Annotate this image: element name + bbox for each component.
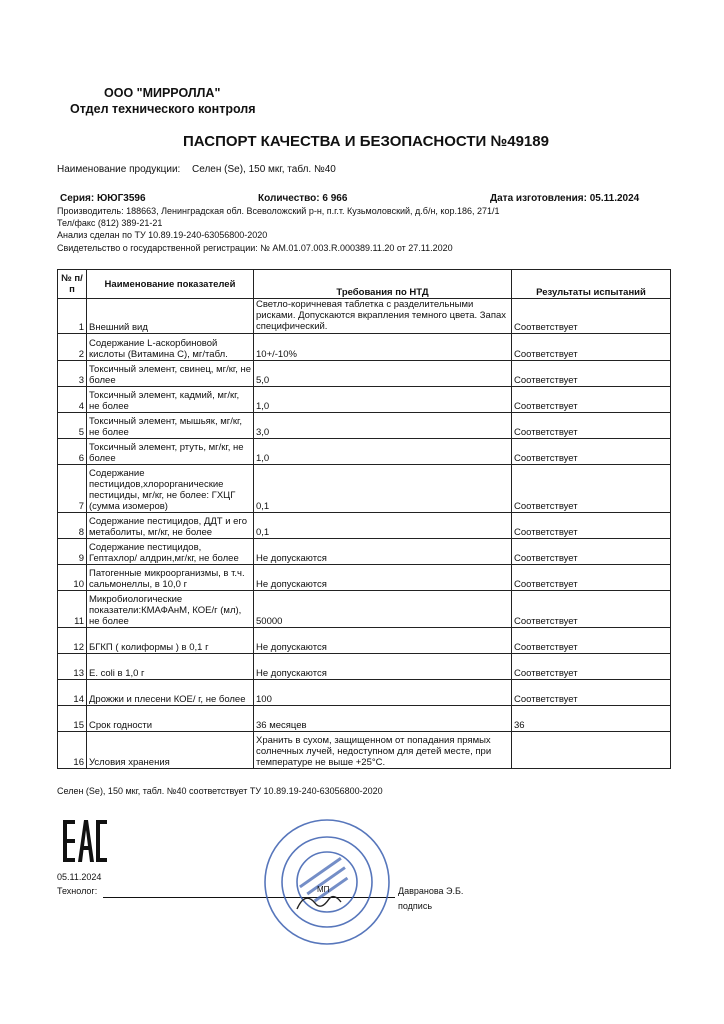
table-row (58, 565, 671, 591)
row-number: 12 (58, 628, 87, 654)
row-number: 2 (58, 334, 87, 361)
table-row (58, 654, 671, 680)
row-result (512, 732, 671, 769)
row-indicator: Срок годности (87, 706, 254, 732)
row-indicator: Патогенные микроорганизмы, в т.ч. сальмонеллы, в 10,0 г (87, 565, 254, 591)
row-result: Соответствует (512, 413, 671, 439)
table-row (58, 591, 671, 628)
row-indicator: Токсичный элемент, ртуть, мг/кг, не более (87, 439, 254, 465)
producer-line: Производитель: 188663, Ленинградская обл. Всеволожский р-н, п.г.т. Кузьмоловский, д.б/н, кор.186, 271/1 (57, 206, 500, 216)
header-num: № п/п (58, 270, 87, 299)
row-number: 14 (58, 680, 87, 706)
row-indicator: Содержание пестицидов, ДДТ и его метаболиты, мг/кг, не более (87, 513, 254, 539)
eac-mark (62, 818, 108, 864)
table-row (58, 361, 671, 387)
table-row (58, 706, 671, 732)
row-number: 16 (58, 732, 87, 769)
document-title: ПАСПОРТ КАЧЕСТВА И БЕЗОПАСНОСТИ №49189 (183, 133, 549, 150)
row-indicator: Дрожжи и плесени КОЕ/ г, не более (87, 680, 254, 706)
table-row (58, 413, 671, 439)
row-result: 36 (512, 706, 671, 732)
series-field: Серия: ЮЮГ3596 (60, 193, 146, 204)
certificate-line: Свидетельство о государственной регистрации: № AM.01.07.003.R.000389.11.20 от 27.11.2020 (57, 243, 453, 253)
table-row (58, 680, 671, 706)
row-result: Соответствует (512, 654, 671, 680)
row-result: Соответствует (512, 361, 671, 387)
row-indicator: Содержание пестицидов, Гептахлор/ алдрин,мг/кг, не более (87, 539, 254, 565)
header-requirements: Требования по НТД (254, 270, 512, 299)
company-stamp (262, 817, 392, 947)
row-indicator: БГКП ( колиформы ) в 0,1 г (87, 628, 254, 654)
row-result: Соответствует (512, 439, 671, 465)
row-requirement: 0,1 (254, 513, 512, 539)
phone-line: Тел/факс (812) 389-21-21 (57, 218, 163, 228)
row-requirement: 0,1 (254, 465, 512, 513)
row-indicator: Токсичный элемент, мышьяк, мг/кг, не более (87, 413, 254, 439)
row-indicator: Токсичный элемент, кадмий, мг/кг, не более (87, 387, 254, 413)
row-number: 3 (58, 361, 87, 387)
row-result: Соответствует (512, 591, 671, 628)
row-indicator: Содержание L-аскорбиновой кислоты (Витамина С), мг/табл. (87, 334, 254, 361)
row-number: 1 (58, 299, 87, 334)
product-label: Наименование продукции: (57, 164, 181, 175)
row-result: Соответствует (512, 539, 671, 565)
row-indicator: E. coli в 1,0 г (87, 654, 254, 680)
row-result: Соответствует (512, 565, 671, 591)
row-result: Соответствует (512, 387, 671, 413)
row-indicator: Содержание пестицидов,хлорорганические пестициды, мг/кг, не более: ГХЦГ (сумма изомеров) (87, 465, 254, 513)
row-number: 6 (58, 439, 87, 465)
row-requirement: Не допускаются (254, 628, 512, 654)
row-requirement: 50000 (254, 591, 512, 628)
signature-caption: подпись (398, 901, 433, 911)
row-requirement: Светло-коричневая таблетка с разделительными рисками. Допускаются вкрапления темного цвета. Запах специфический. (254, 299, 512, 334)
table-row (58, 732, 671, 769)
row-indicator: Условия хранения (87, 732, 254, 769)
row-number: 7 (58, 465, 87, 513)
signature-date: 05.11.2024 (57, 872, 102, 882)
row-result: Соответствует (512, 680, 671, 706)
row-number: 4 (58, 387, 87, 413)
row-requirement: 10+/-10% (254, 334, 512, 361)
row-number: 10 (58, 565, 87, 591)
row-requirement: Не допускаются (254, 654, 512, 680)
row-requirement: Не допускаются (254, 539, 512, 565)
row-requirement: 5,0 (254, 361, 512, 387)
row-number: 13 (58, 654, 87, 680)
row-number: 5 (58, 413, 87, 439)
analysis-line: Анализ сделан по ТУ 10.89.19-240-63056800-2020 (57, 230, 268, 240)
row-result: Соответствует (512, 628, 671, 654)
table-row (58, 628, 671, 654)
table-row (58, 465, 671, 513)
quality-table (57, 269, 671, 769)
row-indicator: Токсичный элемент, свинец, мг/кг, не более (87, 361, 254, 387)
header-name: Наименование показателей (87, 270, 254, 299)
department-name: Отдел технического контроля (70, 102, 256, 116)
signer-name: Давранова Э.Б. (398, 886, 464, 896)
stamp-mp-label: МП (317, 885, 330, 894)
row-indicator: Внешний вид (87, 299, 254, 334)
row-requirement: 36 месяцев (254, 706, 512, 732)
table-row (58, 334, 671, 361)
row-number: 9 (58, 539, 87, 565)
row-result: Соответствует (512, 513, 671, 539)
manufacture-date: Дата изготовления: 05.11.2024 (490, 193, 640, 204)
row-number: 11 (58, 591, 87, 628)
table-row (58, 387, 671, 413)
row-indicator: Микробиологические показатели:КМАФАнМ, КОЕ/г (мл), не более (87, 591, 254, 628)
header-results: Результаты испытаний (512, 270, 671, 299)
table-row (58, 539, 671, 565)
row-requirement: Хранить в сухом, защищенном от попадания прямых солнечных лучей, недоступном для детей месте, при температуре не выше +25°С. (254, 732, 512, 769)
table-row (58, 439, 671, 465)
row-number: 15 (58, 706, 87, 732)
conclusion-line: Селен (Se), 150 мкг, табл. №40 соответствует ТУ 10.89.19-240-63056800-2020 (57, 786, 383, 796)
company-name: ООО "МИРРОЛЛА" (104, 86, 221, 100)
table-row (58, 513, 671, 539)
row-result: Соответствует (512, 465, 671, 513)
row-number: 8 (58, 513, 87, 539)
row-result: Соответствует (512, 334, 671, 361)
quantity-field: Количество: 6 966 (258, 193, 348, 204)
row-requirement: 100 (254, 680, 512, 706)
table-row (58, 299, 671, 334)
technologist-label: Технолог: (57, 886, 98, 896)
row-requirement: 1,0 (254, 387, 512, 413)
row-requirement: 1,0 (254, 439, 512, 465)
row-result: Соответствует (512, 299, 671, 334)
row-requirement: Не допускаются (254, 565, 512, 591)
row-requirement: 3,0 (254, 413, 512, 439)
product-value: Селен (Se), 150 мкг, табл. №40 (192, 164, 336, 175)
